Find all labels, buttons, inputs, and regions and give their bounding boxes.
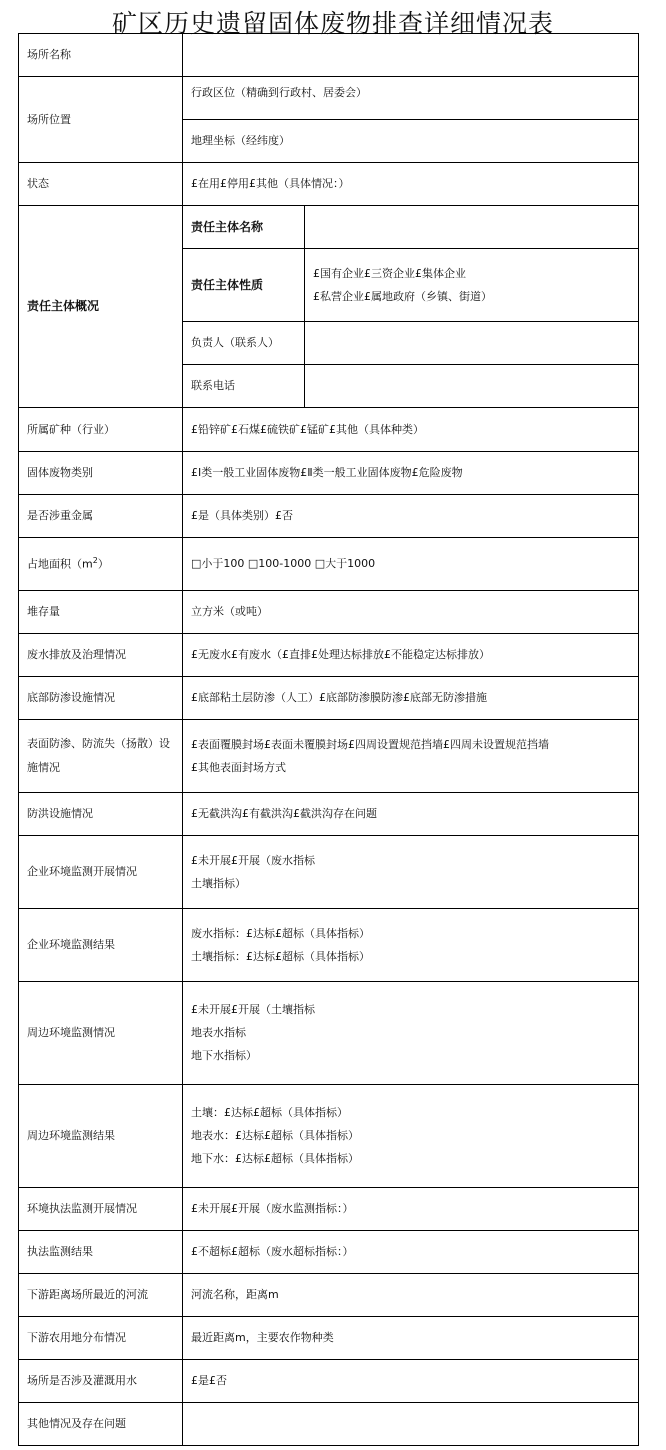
label-other: 其他情况及存在问题 — [19, 1403, 183, 1446]
value-farmland[interactable]: 最近距离m，主要农作物种类 — [183, 1317, 639, 1360]
value-geo-coords[interactable]: 地理坐标（经纬度） — [183, 120, 639, 163]
label-area — [19, 538, 183, 591]
label-area-sup: 2 — [92, 556, 98, 566]
label-resp-phone: 联系电话 — [183, 365, 305, 408]
env-result-line2: 地表水：£达标£超标（具体指标） — [191, 1129, 359, 1143]
ent-monitor-line1: £未开展£开展（废水指标 — [191, 853, 315, 867]
env-result-line3: 地下水：£达标£超标（具体指标） — [191, 1151, 359, 1165]
row-mine-type — [19, 408, 639, 452]
label-env-result: 周边环境监测结果 — [19, 1085, 183, 1188]
value-ent-monitor[interactable] — [183, 836, 639, 909]
label-resp-name: 责任主体名称 — [183, 206, 305, 249]
ent-result-line1: 废水指标：£达标£超标（具体指标） — [191, 926, 370, 940]
label-area-text: 占地面积（m — [27, 557, 93, 571]
row-ent-result — [19, 909, 639, 982]
ent-result-line2: 土壤指标：£达标£超标（具体指标） — [191, 949, 370, 963]
ent-monitor-line2: 土壤指标） — [191, 876, 246, 890]
value-waste-type[interactable]: £Ⅰ类一般工业固体废物£Ⅱ类一般工业固体废物£危险废物 — [183, 452, 639, 495]
row-other — [19, 1403, 639, 1446]
row-heavy-metal — [19, 495, 639, 538]
value-wastewater[interactable]: £无废水£有废水（£直排£处理达标排放£不能稳定达标排放） — [183, 634, 639, 677]
row-site-location-admin — [19, 77, 639, 120]
env-monitor-line1: £未开展£开展（土壤指标 — [191, 1003, 315, 1017]
label-farmland: 下游农用地分布情况 — [19, 1317, 183, 1360]
row-bottom — [19, 677, 639, 720]
value-resp-name[interactable] — [305, 206, 639, 249]
label-ent-monitor: 企业环境监测开展情况 — [19, 836, 183, 909]
value-surface[interactable] — [183, 720, 639, 793]
value-admin-location[interactable]: 行政区位（精确到行政村、居委会） — [183, 77, 639, 120]
row-ent-monitor — [19, 836, 639, 909]
row-irrigation — [19, 1360, 639, 1403]
value-other[interactable] — [183, 1403, 639, 1446]
label-ent-result: 企业环境监测结果 — [19, 909, 183, 982]
value-law-monitor[interactable]: £未开展£开展（废水监测指标：） — [183, 1188, 639, 1231]
value-resp-person[interactable] — [305, 322, 639, 365]
row-resp-name — [19, 206, 639, 249]
label-wastewater: 废水排放及治理情况 — [19, 634, 183, 677]
label-area-end: ） — [97, 557, 109, 571]
env-monitor-line3: 地下水指标） — [191, 1048, 257, 1062]
value-storage[interactable]: 立方米（或吨） — [183, 591, 639, 634]
label-resp: 责任主体概况 — [19, 206, 183, 408]
value-irrigation[interactable]: £是£否 — [183, 1360, 639, 1403]
value-site-name[interactable] — [183, 34, 639, 77]
row-river — [19, 1274, 639, 1317]
row-area — [19, 538, 639, 591]
label-law-result: 执法监测结果 — [19, 1231, 183, 1274]
row-law-monitor — [19, 1188, 639, 1231]
label-storage: 堆存量 — [19, 591, 183, 634]
row-status — [19, 163, 639, 206]
label-bottom: 底部防渗设施情况 — [19, 677, 183, 720]
value-law-result[interactable]: £不超标£超标（废水超标指标：） — [183, 1231, 639, 1274]
row-site-name — [19, 34, 639, 77]
resp-nature-line1: £国有企业£三资企业£集体企业 — [313, 266, 466, 280]
label-site-location: 场所位置 — [19, 77, 183, 163]
surface-line1: £表面覆膜封场£表面未覆膜封场£四周设置规范挡墙£四周未设置规范挡墙 — [191, 737, 549, 751]
label-mine-type: 所属矿种（行业） — [19, 408, 183, 452]
label-flood: 防洪设施情况 — [19, 793, 183, 836]
row-storage — [19, 591, 639, 634]
resp-nature-line2: £私营企业£属地政府（乡镇、街道） — [313, 289, 492, 303]
value-env-result[interactable] — [183, 1085, 639, 1188]
value-area[interactable]: □小于100 □100-1000 □大于1000 — [183, 538, 639, 591]
row-env-result — [19, 1085, 639, 1188]
row-wastewater — [19, 634, 639, 677]
value-resp-phone[interactable] — [305, 365, 639, 408]
value-bottom[interactable]: £底部粘土层防渗（人工）£底部防渗膜防渗£底部无防渗措施 — [183, 677, 639, 720]
label-river: 下游距离场所最近的河流 — [19, 1274, 183, 1317]
row-flood — [19, 793, 639, 836]
row-surface — [19, 720, 639, 793]
row-waste-type — [19, 452, 639, 495]
value-heavy-metal[interactable]: £是（具体类别）£否 — [183, 495, 639, 538]
row-law-result — [19, 1231, 639, 1274]
label-resp-nature: 责任主体性质 — [183, 249, 305, 322]
label-heavy-metal: 是否涉重金属 — [19, 495, 183, 538]
row-env-monitor — [19, 982, 639, 1085]
page-title: 矿区历史遗留固体废物排查详细情况表 — [111, 9, 554, 38]
env-result-line1: 土壤：£达标£超标（具体指标） — [191, 1106, 348, 1120]
row-farmland — [19, 1317, 639, 1360]
value-mine-type[interactable]: £铅锌矿£石煤£硫铁矿£锰矿£其他（具体种类） — [183, 408, 639, 452]
label-irrigation: 场所是否涉及灌溉用水 — [19, 1360, 183, 1403]
label-waste-type: 固体废物类别 — [19, 452, 183, 495]
value-ent-result[interactable] — [183, 909, 639, 982]
value-flood[interactable]: £无截洪沟£有截洪沟£截洪沟存在问题 — [183, 793, 639, 836]
label-law-monitor: 环境执法监测开展情况 — [19, 1188, 183, 1231]
label-status: 状态 — [19, 163, 183, 206]
value-env-monitor[interactable] — [183, 982, 639, 1085]
surface-line2: £其他表面封场方式 — [191, 760, 286, 774]
env-monitor-line2: 地表水指标 — [191, 1026, 246, 1040]
label-resp-person: 负责人（联系人） — [183, 322, 305, 365]
value-status[interactable]: £在用£停用£其他（具体情况：） — [183, 163, 639, 206]
value-river[interactable]: 河流名称，距离m — [183, 1274, 639, 1317]
label-site-name: 场所名称 — [19, 34, 183, 77]
survey-table — [18, 33, 639, 1446]
value-resp-nature[interactable] — [305, 249, 639, 322]
label-surface: 表面防渗、防流失（扬散）设施情况 — [19, 720, 183, 793]
label-env-monitor: 周边环境监测情况 — [19, 982, 183, 1085]
